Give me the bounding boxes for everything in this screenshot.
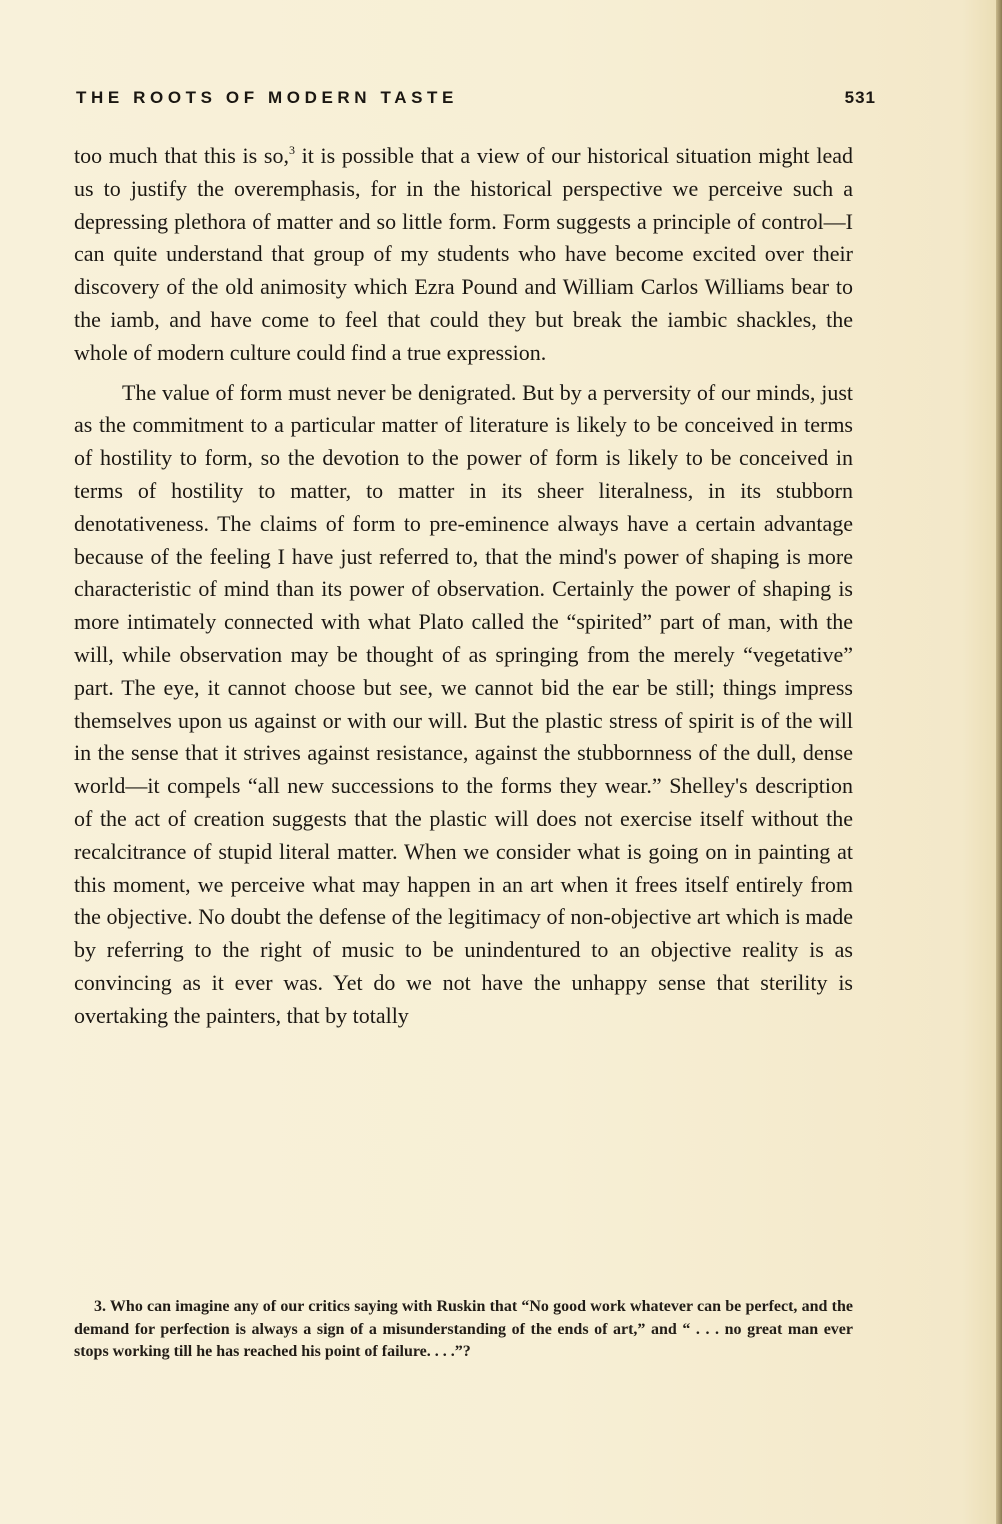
page-number: 531 <box>844 88 876 107</box>
body-text <box>74 140 853 1033</box>
running-head <box>76 88 876 118</box>
paragraph-1-text-before-note: too much that this is so, <box>74 143 289 168</box>
paragraph-2: The value of form must never be denigrated. But by a perversity of our minds, just as the commitment to a particular matter of literature is likely to be conceived in terms of hostility to form, so the devotion to the power of form is likely to be conceived in terms of hostility to matter, to matter in its sheer literalness, in its stubborn denotativeness. The claims of form to pre-eminence always have a certain advantage because of the feeling I have just referred to, that the mind's power of shaping is more characteristic of mind than its power of observation. Certainly the power of shaping is more intimately connected with what Plato called the “spirited” part of man, with the will, while observation may be thought of as springing from the merely “vegetative” part. The eye, it cannot choose but see, we cannot bid the ear be still; things impress themselves upon us against or with our will. But the plastic stress of spirit is of the will in the sense that it strives against resistance, against the stubbornness of the dull, dense world—it compels “all new successions to the forms they wear.” Shelley's description of the act of creation suggests that the plastic will does not exercise itself without the recalcitrance of stupid literal matter. When we consider what is going on in painting at this moment, we perceive what may happen in an art when it frees itself entirely from the objective. No doubt the defense of the legitimacy of non-objective art which is made by referring to the right of music to be unindentured to an objective reality is as convincing as it ever was. Yet do we not have the unhappy sense that sterility is overtaking the painters, that by totally <box>74 379 853 1028</box>
page-edge <box>996 0 1002 1524</box>
footnote <box>74 1296 853 1364</box>
footnote-text: 3. Who can imagine any of our critics saying with Ruskin that “No good work whatever can be perfect, and the demand for perfection is always a sign of a misunderstanding of the ends of art,” and “ . . . no great man ever stops working till he has reached his point of failure. . . .”? <box>74 1298 853 1360</box>
paragraph-1 <box>74 140 853 370</box>
paragraph-1-text-after-note: it is possible that a view of our historical situation might lead us to justify the overemphasis, for in the historical perspective we perceive such a depressing plethora of matter and so little form. Form suggests a principle of control—I can quite understand that group of my students who have become excited over their discovery of the old animosity which Ezra Pound and William Carlos Williams bear to the iamb, and have come to feel that could they but break the iambic shackles, the whole of modern culture could find a true expression. <box>74 143 853 365</box>
footnote-reference: 3 <box>288 143 295 157</box>
running-head-title: THE ROOTS OF MODERN TASTE <box>76 88 458 107</box>
